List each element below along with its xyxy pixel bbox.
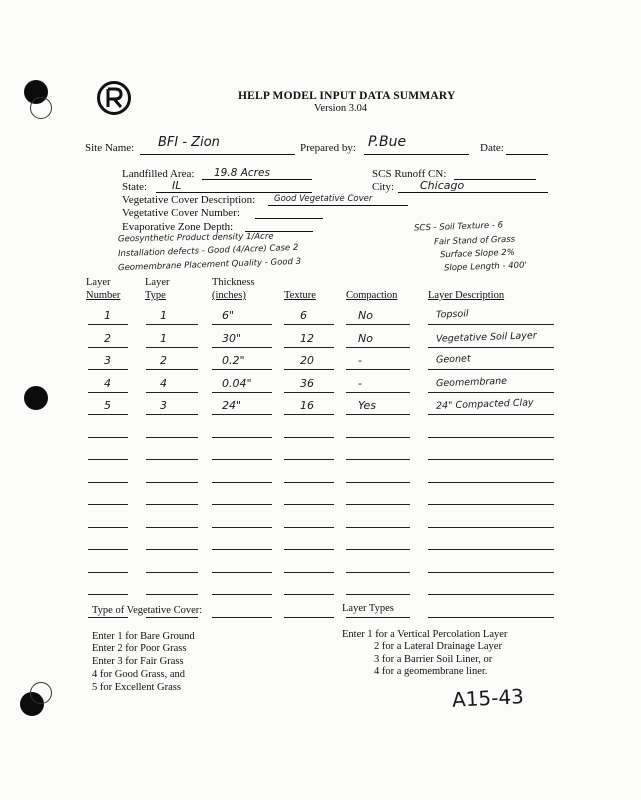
veg-legend-title: Type of Vegetative Cover: (92, 605, 203, 616)
veg-cover-desc-value: Good Vegetative Cover (274, 194, 373, 204)
note-left-2: Installation defects - Good (4/Acre) Case 2 (117, 242, 299, 260)
cell-description: Geomembrane (435, 375, 508, 389)
layer-legend-line-1: Enter 1 for a Vertical Percolation Layer (342, 629, 508, 640)
row-line-type (146, 459, 198, 460)
landfilled-area-label: Landfilled Area: (122, 168, 195, 180)
site-name-value: BFI - Zion (158, 135, 220, 150)
row-line-type (146, 527, 198, 528)
header-compaction: Compaction (346, 290, 398, 301)
row-line-thickness (212, 482, 272, 483)
row-line-compaction (346, 617, 410, 618)
row-line-number (88, 527, 128, 528)
cell-texture: 20 (300, 354, 314, 367)
row-line-type (146, 549, 198, 550)
veg-legend-line-1: Enter 1 for Bare Ground (92, 631, 195, 642)
row-line-thickness (212, 617, 272, 618)
row-line-compaction (346, 437, 410, 438)
cell-type: 1 (160, 331, 167, 345)
row-line-compaction (346, 347, 410, 348)
state-line (156, 192, 312, 193)
row-line-texture (284, 392, 334, 393)
row-line-description (428, 572, 554, 573)
cell-texture: 16 (300, 399, 314, 412)
row-line-compaction (346, 572, 410, 573)
row-line-thickness (212, 414, 272, 415)
layer-legend-line-2: 2 for a Lateral Drainage Layer (374, 641, 502, 652)
row-line-thickness (212, 437, 272, 438)
row-line-type (146, 369, 198, 370)
row-line-number (88, 437, 128, 438)
row-line-type (146, 324, 198, 325)
cell-thickness: 30" (222, 331, 242, 345)
prepared-by-line (364, 154, 469, 155)
note-right-3: Surface Slope 2% (439, 247, 516, 261)
row-line-number (88, 549, 128, 550)
veg-cover-num-line (255, 218, 323, 219)
cell-compaction: No (358, 309, 373, 322)
scs-runoff-line (454, 179, 536, 180)
layer-legend-title: Layer Types (342, 603, 394, 614)
row-line-description (428, 392, 554, 393)
state-value: IL (172, 179, 182, 192)
city-label: City: (372, 181, 395, 193)
row-line-type (146, 414, 198, 415)
row-line-thickness (212, 459, 272, 460)
row-line-description (428, 617, 554, 618)
row-line-texture (284, 572, 334, 573)
row-line-compaction (346, 549, 410, 550)
city-line (398, 192, 548, 193)
site-name-label: Site Name: (85, 142, 135, 154)
cell-type: 3 (160, 399, 167, 412)
row-line-compaction (346, 527, 410, 528)
cell-texture: 12 (300, 331, 314, 345)
row-line-compaction (346, 369, 410, 370)
row-line-compaction (346, 392, 410, 393)
landfilled-area-value: 19.8 Acres (214, 167, 270, 179)
page-title: HELP MODEL INPUT DATA SUMMARY (238, 90, 456, 102)
cell-compaction: Yes (358, 399, 377, 412)
row-line-description (428, 504, 554, 505)
row-line-type (146, 482, 198, 483)
row-line-thickness (212, 504, 272, 505)
date-label: Date: (480, 142, 504, 154)
cell-compaction: - (358, 354, 362, 367)
cell-description: 24" Compacted Clay (435, 397, 534, 412)
row-line-description (428, 482, 554, 483)
row-line-thickness (212, 572, 272, 573)
row-line-number (88, 482, 128, 483)
row-line-number (88, 414, 128, 415)
cell-number: 2 (104, 331, 111, 345)
row-line-description (428, 549, 554, 550)
row-line-compaction (346, 504, 410, 505)
row-line-texture (284, 347, 334, 348)
cell-texture: 36 (300, 376, 314, 390)
row-line-description (428, 347, 554, 348)
prepared-by-label: Prepared by: (300, 142, 356, 154)
cell-thickness: 0.2" (222, 354, 245, 367)
cell-compaction: No (358, 331, 373, 345)
row-line-description (428, 414, 554, 415)
row-line-compaction (346, 459, 410, 460)
row-line-texture (284, 459, 334, 460)
row-line-compaction (346, 414, 410, 415)
evap-depth-label: Evaporative Zone Depth: (122, 221, 234, 233)
row-line-description (428, 324, 554, 325)
date-line (506, 154, 548, 155)
binder-ring-top (30, 97, 52, 119)
veg-legend-line-2: Enter 2 for Poor Grass (92, 643, 187, 654)
row-line-thickness (212, 369, 272, 370)
veg-cover-desc-label: Vegetative Cover Description: (122, 194, 256, 206)
cell-type: 4 (160, 376, 167, 390)
row-line-thickness (212, 324, 272, 325)
row-line-texture (284, 527, 334, 528)
binder-hole-middle (24, 386, 48, 410)
row-line-type (146, 504, 198, 505)
cell-type: 1 (160, 309, 167, 322)
veg-legend-line-3: Enter 3 for Fair Grass (92, 656, 184, 667)
row-line-thickness (212, 594, 272, 595)
page-number: A15-43 (451, 684, 525, 712)
row-line-texture (284, 437, 334, 438)
cell-texture: 6 (300, 309, 307, 322)
version-label: Version 3.04 (314, 103, 368, 114)
state-label: State: (122, 181, 148, 193)
header-layer-type: Layer Type (145, 277, 170, 301)
cell-thickness: 24" (222, 399, 242, 412)
cell-description: Topsoil (435, 308, 469, 321)
binder-ring-bottom (30, 682, 52, 704)
row-line-number (88, 369, 128, 370)
cell-thickness: 0.04" (222, 376, 252, 390)
row-line-thickness (212, 347, 272, 348)
cell-number: 5 (104, 399, 111, 412)
row-line-description (428, 527, 554, 528)
header-texture: Texture (284, 290, 316, 301)
cell-number: 3 (104, 354, 111, 367)
note-left-3: Geomembrane Placement Quality - Good 3 (117, 256, 302, 274)
cell-thickness: 6" (222, 309, 235, 322)
row-line-thickness (212, 527, 272, 528)
note-right-1: SCS - Soil Texture - 6 (413, 220, 504, 234)
row-line-texture (284, 617, 334, 618)
row-line-type (146, 392, 198, 393)
row-line-thickness (212, 392, 272, 393)
cell-compaction: - (358, 376, 362, 390)
cell-description: Geonet (435, 353, 471, 366)
header-layer-number: Layer Number (86, 277, 121, 301)
row-line-type (146, 347, 198, 348)
layer-legend-line-3: 3 for a Barrier Soil Liner, or (374, 654, 493, 665)
landfilled-area-line (202, 179, 312, 180)
row-line-texture (284, 482, 334, 483)
registered-logo-icon (96, 80, 132, 116)
note-right-2: Fair Stand of Grass (433, 234, 516, 248)
row-line-texture (284, 324, 334, 325)
prepared-by-value: P.Bue (368, 134, 407, 150)
row-line-number (88, 459, 128, 460)
row-line-number (88, 572, 128, 573)
veg-legend-line-5: 5 for Excellent Grass (92, 682, 181, 693)
row-line-texture (284, 504, 334, 505)
row-line-description (428, 594, 554, 595)
row-line-thickness (212, 549, 272, 550)
site-name-line (140, 154, 295, 155)
note-left-1: Geosynthetic Product density 1/Acre (117, 231, 274, 245)
row-line-description (428, 437, 554, 438)
row-line-compaction (346, 324, 410, 325)
layer-legend-line-4: 4 for a geomembrane liner. (374, 666, 488, 677)
row-line-texture (284, 594, 334, 595)
row-line-compaction (346, 482, 410, 483)
cell-number: 4 (104, 376, 111, 390)
city-value: Chicago (420, 179, 465, 192)
row-line-type (146, 594, 198, 595)
veg-cover-num-label: Vegetative Cover Number: (122, 207, 240, 219)
row-line-number (88, 504, 128, 505)
cell-type: 2 (160, 354, 167, 367)
row-line-type (146, 572, 198, 573)
scs-runoff-label: SCS Runoff CN: (372, 168, 447, 180)
row-line-compaction (346, 594, 410, 595)
row-line-texture (284, 414, 334, 415)
row-line-description (428, 369, 554, 370)
row-line-description (428, 459, 554, 460)
cell-number: 1 (104, 309, 111, 322)
header-layer-description: Layer Description (428, 290, 505, 301)
veg-cover-desc-line (268, 205, 408, 206)
row-line-number (88, 324, 128, 325)
note-right-4: Slope Length - 400' (443, 260, 527, 274)
row-line-number (88, 347, 128, 348)
cell-description: Vegetative Soil Layer (435, 329, 537, 345)
row-line-type (146, 437, 198, 438)
row-line-number (88, 392, 128, 393)
row-line-number (88, 594, 128, 595)
header-thickness: Thickness (inches) (212, 277, 255, 301)
veg-legend-line-4: 4 for Good Grass, and (92, 669, 186, 680)
row-line-texture (284, 549, 334, 550)
row-line-texture (284, 369, 334, 370)
